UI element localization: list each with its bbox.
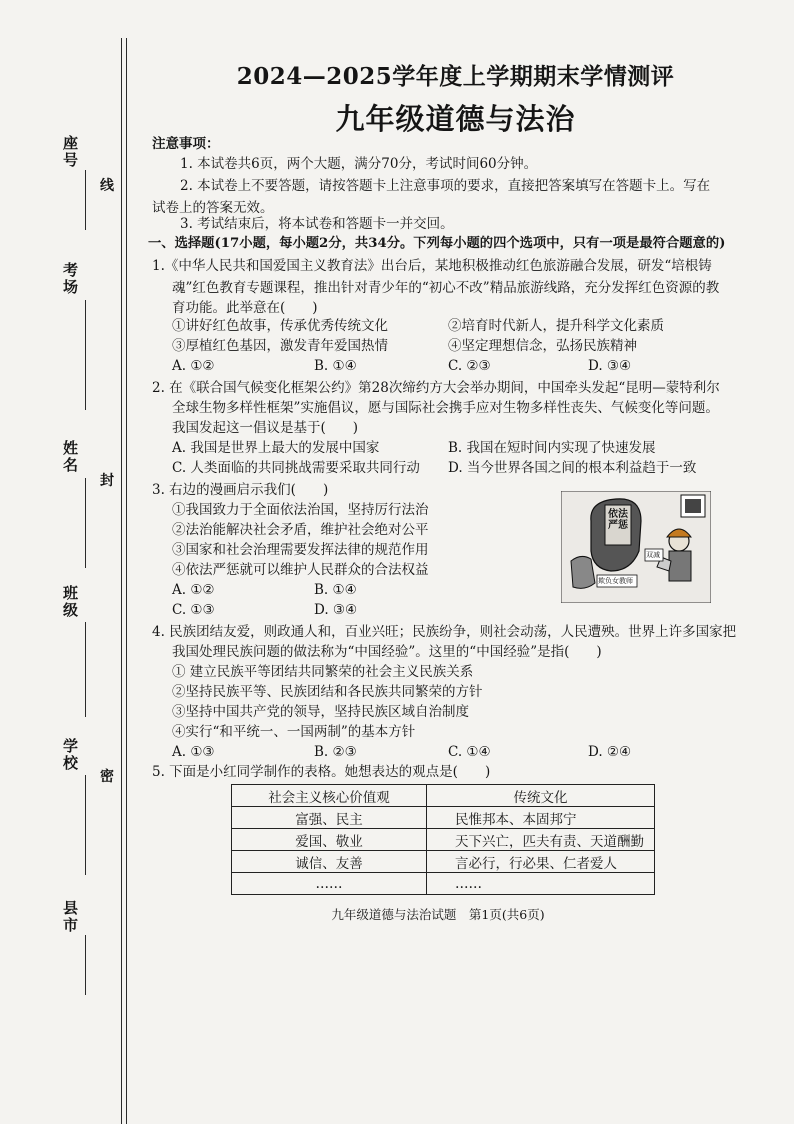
binding-line-right-2 xyxy=(126,38,127,1124)
q1-option-4: ④坚定理想信念，弘扬民族精神 xyxy=(448,338,637,354)
table-cell: 言必行，行必果、仁者爱人 xyxy=(427,851,655,873)
q3-option-1: ①我国致力于全面依法治国，坚持厉行法治 xyxy=(172,502,429,518)
q4-option-4: ④实行“和平统一、一国两制”的基本方针 xyxy=(172,724,416,740)
cartoon-drawing xyxy=(561,491,711,603)
table-cell: 爱国、敬业 xyxy=(232,829,427,851)
cartoon-banner-text: 依法严惩 xyxy=(608,509,628,531)
class-label: 班级 xyxy=(62,584,78,619)
q1-choice-c[interactable]: C. ②③ xyxy=(448,358,491,374)
seat-number-field[interactable] xyxy=(62,135,79,169)
table-row xyxy=(232,829,655,851)
table-cell: 富强、民主 xyxy=(232,807,427,829)
note-2: 2. 本试卷上不要答题，请按答题卡上注意事项的要求，直接把答案填写在答题卡上。写在 xyxy=(180,178,711,194)
q4-option-2: ②坚持民族平等、民族团结和各民族共同繁荣的方针 xyxy=(172,684,483,700)
table-cell: 民惟邦本、本固邦宁 xyxy=(427,807,655,829)
q3-option-3: ③国家和社会治理需要发挥法律的规范作用 xyxy=(172,542,429,558)
q2-choice-a[interactable]: A. 我国是世界上最大的发展中国家 xyxy=(172,440,380,456)
q5-table xyxy=(231,784,655,895)
q4-choice-d[interactable]: D. ②④ xyxy=(588,744,632,760)
binding-line-right xyxy=(121,38,122,1124)
q3-choice-c[interactable]: C. ①③ xyxy=(172,602,215,618)
exam-title: 2024—2025学年度上学期期末学情测评 xyxy=(236,63,675,90)
table-header-row xyxy=(232,785,655,807)
notes-heading: 注意事项： xyxy=(152,136,220,152)
q4-choice-c[interactable]: C. ①④ xyxy=(448,744,491,760)
school-blank xyxy=(85,775,86,875)
q2-choice-c[interactable]: C. 人类面临的共同挑战需要采取共同行动 xyxy=(172,460,420,476)
q1-choice-b[interactable]: B. ①④ xyxy=(314,358,357,374)
q3-choice-b[interactable]: B. ①④ xyxy=(314,582,357,598)
class-field[interactable] xyxy=(62,585,79,619)
q3-choice-a[interactable]: A. ①② xyxy=(172,582,215,598)
q4-option-1: ① 建立民族平等团结共同繁荣的社会主义民族关系 xyxy=(172,664,474,680)
name-blank xyxy=(85,478,86,568)
exam-room-label: 考场 xyxy=(62,261,78,296)
q1-option-2: ②培育时代新人，提升科学文化素质 xyxy=(448,318,664,334)
table-row xyxy=(232,807,655,829)
q2-choice-d[interactable]: D. 当今世界各国之间的根本利益趋于一致 xyxy=(448,460,697,476)
note-3: 3. 考试结束后，将本试卷和答题卡一并交回。 xyxy=(180,216,454,232)
q3-line-1: 3. 右边的漫画启示我们( ) xyxy=(152,482,329,498)
table-row xyxy=(232,873,655,895)
q1-line-2: 魂”红色教育专题课程，推出针对青少年的“初心不改”精品旅游线路，充分发挥红色资源的教 xyxy=(172,280,720,296)
q4-line-1: 4. 民族团结友爱，则政通人和，百业兴旺；民族纷争，则社会动荡，人民遭殃。世界上许多国家把 xyxy=(152,624,737,640)
seal-char-seal: 封 xyxy=(100,473,114,489)
q1-choice-d[interactable]: D. ③④ xyxy=(588,358,632,374)
binding-margin xyxy=(0,0,128,1124)
q5-line-1: 5. 下面是小红同学制作的表格。她想表达的观点是( ) xyxy=(152,764,491,780)
county-field[interactable] xyxy=(62,900,79,934)
table-header-core-values: 社会主义核心价值观 xyxy=(232,785,427,807)
table-cell: 诚信、友善 xyxy=(232,851,427,873)
cartoon-label-2: 欺负女教师 xyxy=(598,577,633,585)
q1-choice-a[interactable]: A. ①② xyxy=(172,358,215,374)
class-blank xyxy=(85,622,86,717)
q4-line-2: 我国处理民族问题的做法称为“中国经验”。这里的“中国经验”是指( ) xyxy=(172,644,602,660)
q4-choice-a[interactable]: A. ①③ xyxy=(172,744,215,760)
seat-blank xyxy=(85,170,86,230)
note-2-cont: 试卷上的答案无效。 xyxy=(152,200,274,216)
cartoon-label-1: 双减 xyxy=(646,551,660,559)
table-row xyxy=(232,851,655,873)
q1-line-3: 育功能。此举意在( ) xyxy=(172,300,318,316)
q3-option-2: ②法治能解决社会矛盾，维护社会绝对公平 xyxy=(172,522,429,538)
table-cell: …… xyxy=(232,873,427,895)
page-footer: 九年级道德与法治试题 第1页(共6页) xyxy=(331,907,545,922)
seal-char-line: 线 xyxy=(100,178,114,194)
q1-option-1: ①讲好红色故事，传承优秀传统文化 xyxy=(172,318,388,334)
q3-option-4: ④依法严惩就可以维护人民群众的合法权益 xyxy=(172,562,429,578)
table-header-traditional-culture: 传统文化 xyxy=(427,785,655,807)
county-blank xyxy=(85,935,86,995)
q1-line-1: 1.《中华人民共和国爱国主义教育法》出台后，某地积极推动红色旅游融合发展，研发“培根铸 xyxy=(152,258,712,274)
q2-line-1: 2. 在《联合国气候变化框架公约》第28次缔约方大会举办期间，中国牵头发起“昆明—蒙特利尔 xyxy=(152,380,720,396)
q2-line-2: 全球生物多样性框架”实施倡议，愿与国际社会携手应对生物多样性丧失、气候变化等问题。 xyxy=(172,400,719,416)
seal-char-secret: 密 xyxy=(100,769,114,785)
q1-option-3: ③厚植红色基因，激发青年爱国热情 xyxy=(172,338,388,354)
school-field[interactable] xyxy=(62,738,79,772)
section-1-heading: 一、选择题(17小题，每小题2分，共34分。下列每小题的四个选项中，只有一项是最符合题意的) xyxy=(148,236,726,251)
exam-room-field[interactable] xyxy=(62,262,79,296)
q3-cartoon xyxy=(561,491,711,603)
table-cell: 天下兴亡，匹夫有责、天道酬勤 xyxy=(427,829,655,851)
q4-choice-b[interactable]: B. ②③ xyxy=(314,744,357,760)
room-blank xyxy=(85,300,86,410)
q2-line-3: 我国发起这一倡议是基于( ) xyxy=(172,420,359,436)
table-cell: …… xyxy=(427,873,655,895)
seat-number-label: 座号 xyxy=(62,134,78,169)
name-field[interactable] xyxy=(62,440,79,474)
q2-choice-b[interactable]: B. 我国在短时间内实现了快速发展 xyxy=(448,440,656,456)
county-label: 县市 xyxy=(62,899,78,934)
name-label: 姓名 xyxy=(62,439,78,474)
q3-choice-d[interactable]: D. ③④ xyxy=(314,602,358,618)
note-1: 1. 本试卷共6页，两个大题，满分70分，考试时间60分钟。 xyxy=(180,156,538,172)
exam-subject: 九年级道德与法治 xyxy=(335,102,576,136)
school-label: 学校 xyxy=(62,737,78,772)
q4-option-3: ③坚持中国共产党的领导，坚持民族区域自治制度 xyxy=(172,704,469,720)
